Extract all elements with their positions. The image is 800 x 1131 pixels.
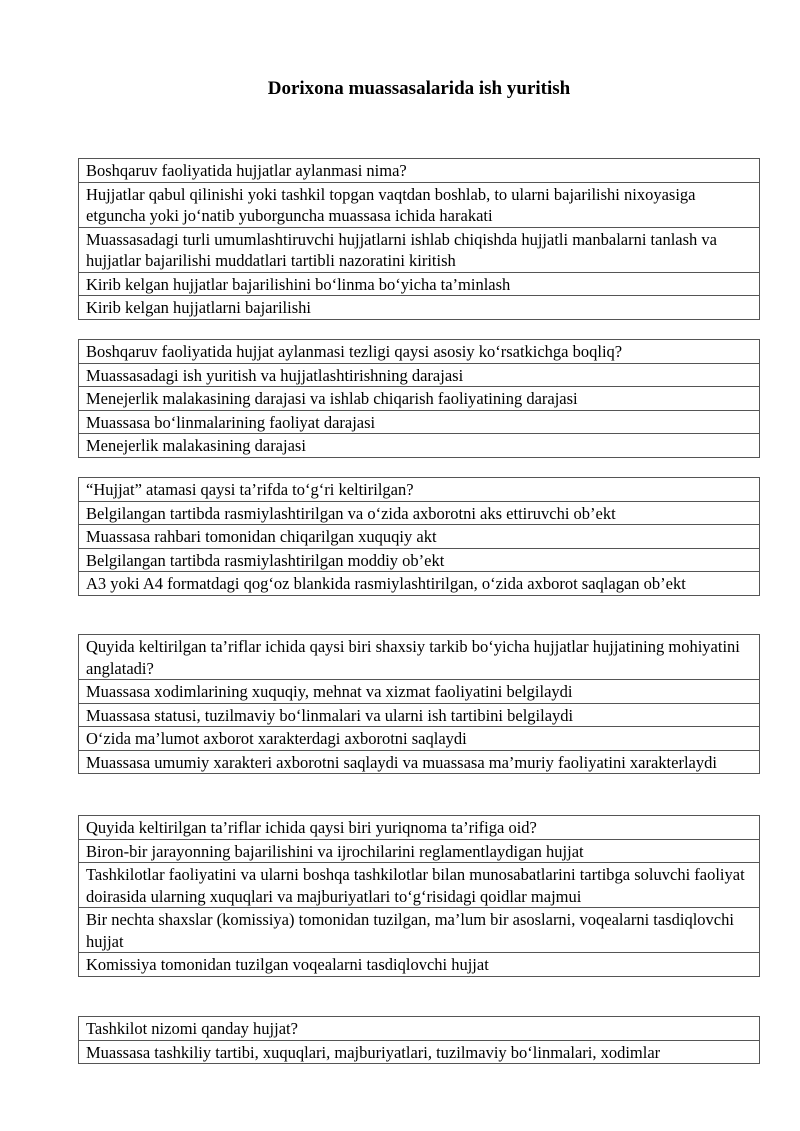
answer-option: Komissiya tomonidan tuzilgan voqealarni tasdiqlovchi hujjat bbox=[79, 953, 760, 977]
answer-option: Bir nechta shaxslar (komissiya) tomonidan tuzilgan, ma’lum bir asoslarni, voqealarni tasdiqlovchi hujjat bbox=[79, 908, 760, 953]
answer-option: Menejerlik malakasining darajasi va ishlab chiqarish faoliyatining darajasi bbox=[79, 387, 760, 411]
question-table bbox=[78, 1016, 760, 1064]
answer-row bbox=[79, 1040, 760, 1064]
answer-row bbox=[79, 908, 760, 953]
answer-option: Kirib kelgan hujjatlar bajarilishini bo‘linma bo‘yicha ta’minlash bbox=[79, 272, 760, 296]
answer-option: Hujjatlar qabul qilinishi yoki tashkil topgan vaqtdan boshlab, to ularni bajarilishi nixoyasiga etguncha yoki jo‘natib yuborguncha muassasa ichida harakati bbox=[79, 182, 760, 227]
question-table bbox=[78, 634, 760, 774]
answer-option: O‘zida ma’lumot axborot xarakterdagi axborotni saqlaydi bbox=[79, 727, 760, 751]
question-text: Quyida keltirilgan ta’riflar ichida qaysi biri shaxsiy tarkib bo‘yicha hujjatlar hujjatining mohiyatini anglatadi? bbox=[79, 635, 760, 680]
answer-row bbox=[79, 863, 760, 908]
question-text: Boshqaruv faoliyatida hujjatlar aylanmasi nima? bbox=[79, 159, 760, 183]
question-block-1 bbox=[78, 158, 760, 320]
answer-row bbox=[79, 363, 760, 387]
answer-option: Muassasa tashkiliy tartibi, xuquqlari, majburiyatlari, tuzilmaviy bo‘linmalari, xodimlar bbox=[79, 1040, 760, 1064]
question-table bbox=[78, 477, 760, 596]
question-block-6 bbox=[78, 1016, 760, 1064]
document-title: Dorixona muassasalarida ish yuritish bbox=[267, 78, 571, 99]
answer-option: Muassasa umumiy xarakteri axborotni saqlaydi va muassasa ma’muriy faoliyatini xarakterlaydi bbox=[79, 750, 760, 774]
answer-row bbox=[79, 501, 760, 525]
question-text: Quyida keltirilgan ta’riflar ichida qaysi biri yuriqnoma ta’rifiga oid? bbox=[79, 816, 760, 840]
answer-option: Belgilangan tartibda rasmiylashtirilgan moddiy ob’ekt bbox=[79, 548, 760, 572]
answer-option: Biron-bir jarayonning bajarilishini va ijrochilarini reglamentlaydigan hujjat bbox=[79, 839, 760, 863]
answer-row bbox=[79, 839, 760, 863]
question-block-5 bbox=[78, 815, 760, 977]
question-table bbox=[78, 815, 760, 977]
answer-row bbox=[79, 953, 760, 977]
answer-row bbox=[79, 572, 760, 596]
answer-row bbox=[79, 296, 760, 320]
answer-row bbox=[79, 227, 760, 272]
answer-row bbox=[79, 434, 760, 458]
answer-option: Muassasa bo‘linmalarining faoliyat darajasi bbox=[79, 410, 760, 434]
answer-row bbox=[79, 727, 760, 751]
answer-option: Kirib kelgan hujjatlarni bajarilishi bbox=[79, 296, 760, 320]
answer-option: Muassasadagi ish yuritish va hujjatlashtirishning darajasi bbox=[79, 363, 760, 387]
answer-row bbox=[79, 387, 760, 411]
question-row bbox=[79, 816, 760, 840]
question-row bbox=[79, 478, 760, 502]
answer-option: Menejerlik malakasining darajasi bbox=[79, 434, 760, 458]
question-text: Boshqaruv faoliyatida hujjat aylanmasi tezligi qaysi asosiy ko‘rsatkichga boqliq? bbox=[79, 340, 760, 364]
answer-row bbox=[79, 410, 760, 434]
answer-option: A3 yoki A4 formatdagi qog‘oz blankida rasmiylashtirilgan, o‘zida axborot saqlagan ob’ekt bbox=[79, 572, 760, 596]
answer-row bbox=[79, 680, 760, 704]
question-text: “Hujjat” atamasi qaysi ta’rifda to‘g‘ri keltirilgan? bbox=[79, 478, 760, 502]
answer-option: Muassasa statusi, tuzilmaviy bo‘linmalari va ularni ish tartibini belgilaydi bbox=[79, 703, 760, 727]
question-text: Tashkilot nizomi qanday hujjat? bbox=[79, 1017, 760, 1041]
question-table bbox=[78, 339, 760, 458]
answer-row bbox=[79, 703, 760, 727]
question-row bbox=[79, 340, 760, 364]
answer-option: Muassasa rahbari tomonidan chiqarilgan xuquqiy akt bbox=[79, 525, 760, 549]
answer-option: Muassasadagi turli umumlashtiruvchi hujjatlarni ishlab chiqishda hujjatli manbalarni tanlash va hujjatlar bajarilishi muddatlari tartibli nazoratini kiritish bbox=[79, 227, 760, 272]
answer-option: Tashkilotlar faoliyatini va ularni boshqa tashkilotlar bilan munosabatlarini tartibga soluvchi faoliyat doirasida ularning xuquqlari va majburiyatlari to‘g‘risidagi qoidlar majmui bbox=[79, 863, 760, 908]
answer-row bbox=[79, 750, 760, 774]
answer-row bbox=[79, 272, 760, 296]
question-row bbox=[79, 159, 760, 183]
question-row bbox=[79, 1017, 760, 1041]
question-block-4 bbox=[78, 634, 760, 774]
question-row bbox=[79, 635, 760, 680]
question-block-2 bbox=[78, 339, 760, 458]
answer-row bbox=[79, 548, 760, 572]
answer-row bbox=[79, 182, 760, 227]
answer-option: Belgilangan tartibda rasmiylashtirilgan va o‘zida axborotni aks ettiruvchi ob’ekt bbox=[79, 501, 760, 525]
answer-option: Muassasa xodimlarining xuquqiy, mehnat va xizmat faoliyatini belgilaydi bbox=[79, 680, 760, 704]
answer-row bbox=[79, 525, 760, 549]
question-block-3 bbox=[78, 477, 760, 596]
question-table bbox=[78, 158, 760, 320]
